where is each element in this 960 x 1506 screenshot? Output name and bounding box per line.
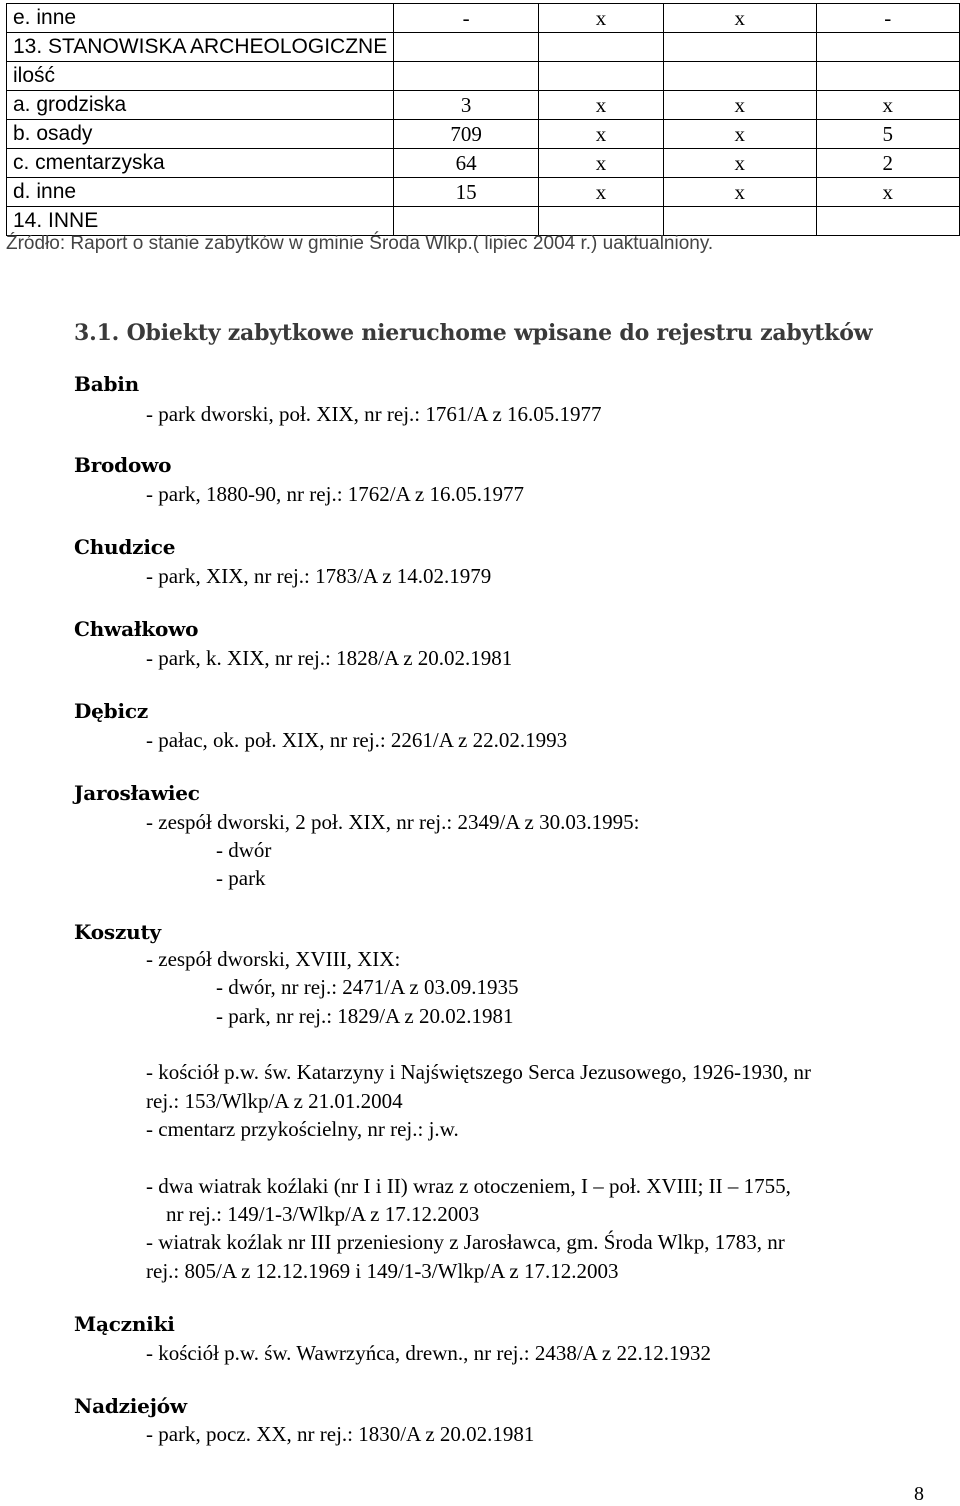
table-cell: x bbox=[539, 4, 664, 33]
entry-subline: - dwór bbox=[216, 838, 272, 862]
table-cell: 5 bbox=[816, 120, 959, 149]
entry-line: - zespół dworski, 2 poł. XIX, nr rej.: 2349/A z 30.03.1995: bbox=[146, 810, 640, 834]
table-row bbox=[7, 120, 960, 149]
table-cell: 64 bbox=[394, 149, 539, 178]
entry-line: - wiatrak koźlak nr III przeniesiony z Jarosławca, gm. Środa Wlkp, 1783, nr bbox=[146, 1230, 785, 1254]
table-row-label: ilość bbox=[7, 62, 394, 91]
table-row bbox=[7, 207, 960, 236]
entry-line: - park, k. XIX, nr rej.: 1828/A z 20.02.1981 bbox=[146, 646, 513, 670]
place-name-debicz: Dębicz bbox=[74, 699, 148, 723]
table-cell: - bbox=[394, 4, 539, 33]
entry-line: - zespół dworski, XVIII, XIX: bbox=[146, 947, 401, 971]
entry-line: - park, pocz. XX, nr rej.: 1830/A z 20.02.1981 bbox=[146, 1422, 535, 1446]
table-cell bbox=[539, 207, 664, 236]
table-row-label: a. grodziska bbox=[7, 91, 394, 120]
entry-line: rej.: 805/A z 12.12.1969 i 149/1-3/Wlkp/A z 17.12.2003 bbox=[146, 1259, 619, 1283]
table-row bbox=[7, 91, 960, 120]
table-row-label: d. inne bbox=[7, 178, 394, 207]
entry-line: - park, 1880-90, nr rej.: 1762/A z 16.05.1977 bbox=[146, 482, 524, 506]
place-name-jaroslawiec: Jarosławiec bbox=[74, 781, 200, 805]
entry-line: - cmentarz przykościelny, nr rej.: j.w. bbox=[146, 1117, 459, 1141]
entry-line: - kościół p.w. św. Katarzyny i Najświętszego Serca Jezusowego, 1926-1930, nr bbox=[146, 1060, 812, 1084]
entry-line: - park, XIX, nr rej.: 1783/A z 14.02.1979 bbox=[146, 564, 492, 588]
table-cell: x bbox=[663, 149, 816, 178]
table-cell bbox=[394, 33, 539, 62]
entry-line: - kościół p.w. św. Wawrzyńca, drewn., nr rej.: 2438/A z 22.12.1932 bbox=[146, 1341, 712, 1365]
table-cell bbox=[663, 62, 816, 91]
table-cell bbox=[539, 33, 664, 62]
place-name-maczniki: Mączniki bbox=[74, 1312, 175, 1336]
source-note: Źródło: Raport o stanie zabytków w gminie Środa Wlkp.( lipiec 2004 r.) uaktualniony. bbox=[6, 233, 714, 254]
table-cell: x bbox=[539, 178, 664, 207]
table-row-label: 14. INNE bbox=[7, 207, 394, 236]
table-cell: x bbox=[539, 149, 664, 178]
table-row-label: e. inne bbox=[7, 4, 394, 33]
table-row bbox=[7, 62, 960, 91]
entry-subline: - park, nr rej.: 1829/A z 20.02.1981 bbox=[216, 1004, 514, 1028]
table-row bbox=[7, 149, 960, 178]
table-cell: x bbox=[663, 91, 816, 120]
place-name-koszuty: Koszuty bbox=[74, 920, 161, 944]
table-cell: x bbox=[663, 178, 816, 207]
table-cell: 709 bbox=[394, 120, 539, 149]
entry-line: nr rej.: 149/1-3/Wlkp/A z 17.12.2003 bbox=[166, 1202, 480, 1226]
table-cell bbox=[394, 207, 539, 236]
place-name-brodowo: Brodowo bbox=[74, 453, 172, 477]
table-row bbox=[7, 33, 960, 62]
place-name-chwalkowo: Chwałkowo bbox=[74, 617, 199, 641]
place-name-chudzice: Chudzice bbox=[74, 535, 176, 559]
entry-subline: - dwór, nr rej.: 2471/A z 03.09.1935 bbox=[216, 975, 519, 999]
table-cell: x bbox=[539, 120, 664, 149]
table-cell: x bbox=[663, 120, 816, 149]
entry-line: - pałac, ok. poł. XIX, nr rej.: 2261/A z 22.02.1993 bbox=[146, 728, 568, 752]
page-number: 8 bbox=[914, 1483, 924, 1505]
table-row-label: 13. STANOWISKA ARCHEOLOGICZNE bbox=[7, 33, 394, 62]
table-cell: x bbox=[816, 91, 959, 120]
place-name-nadziejow: Nadziejów bbox=[74, 1394, 187, 1418]
table-cell: x bbox=[816, 178, 959, 207]
table-cell: - bbox=[816, 4, 959, 33]
table-cell: x bbox=[663, 4, 816, 33]
table-cell bbox=[539, 62, 664, 91]
table-cell bbox=[663, 33, 816, 62]
table-cell bbox=[394, 62, 539, 91]
table-cell bbox=[663, 207, 816, 236]
table-cell: x bbox=[539, 91, 664, 120]
section-heading: 3.1. Obiekty zabytkowe nieruchome wpisane do rejestru zabytków bbox=[74, 320, 873, 346]
table-row bbox=[7, 4, 960, 33]
table-cell bbox=[816, 62, 959, 91]
entry-line: - dwa wiatrak koźlaki (nr I i II) wraz z otoczeniem, I – poł. XVIII; II – 1755, bbox=[146, 1174, 791, 1198]
table-cell bbox=[816, 207, 959, 236]
table-cell: 3 bbox=[394, 91, 539, 120]
table-row bbox=[7, 178, 960, 207]
place-name-babin: Babin bbox=[74, 372, 139, 396]
table-row-label: c. cmentarzyska bbox=[7, 149, 394, 178]
table-row-label: b. osady bbox=[7, 120, 394, 149]
table-cell: 15 bbox=[394, 178, 539, 207]
entry-subline: - park bbox=[216, 866, 266, 890]
entry-line: rej.: 153/Wlkp/A z 21.01.2004 bbox=[146, 1089, 403, 1113]
table-cell bbox=[816, 33, 959, 62]
entry-line: - park dworski, poł. XIX, nr rej.: 1761/A z 16.05.1977 bbox=[146, 402, 602, 426]
monuments-table bbox=[6, 3, 960, 236]
table-cell: 2 bbox=[816, 149, 959, 178]
